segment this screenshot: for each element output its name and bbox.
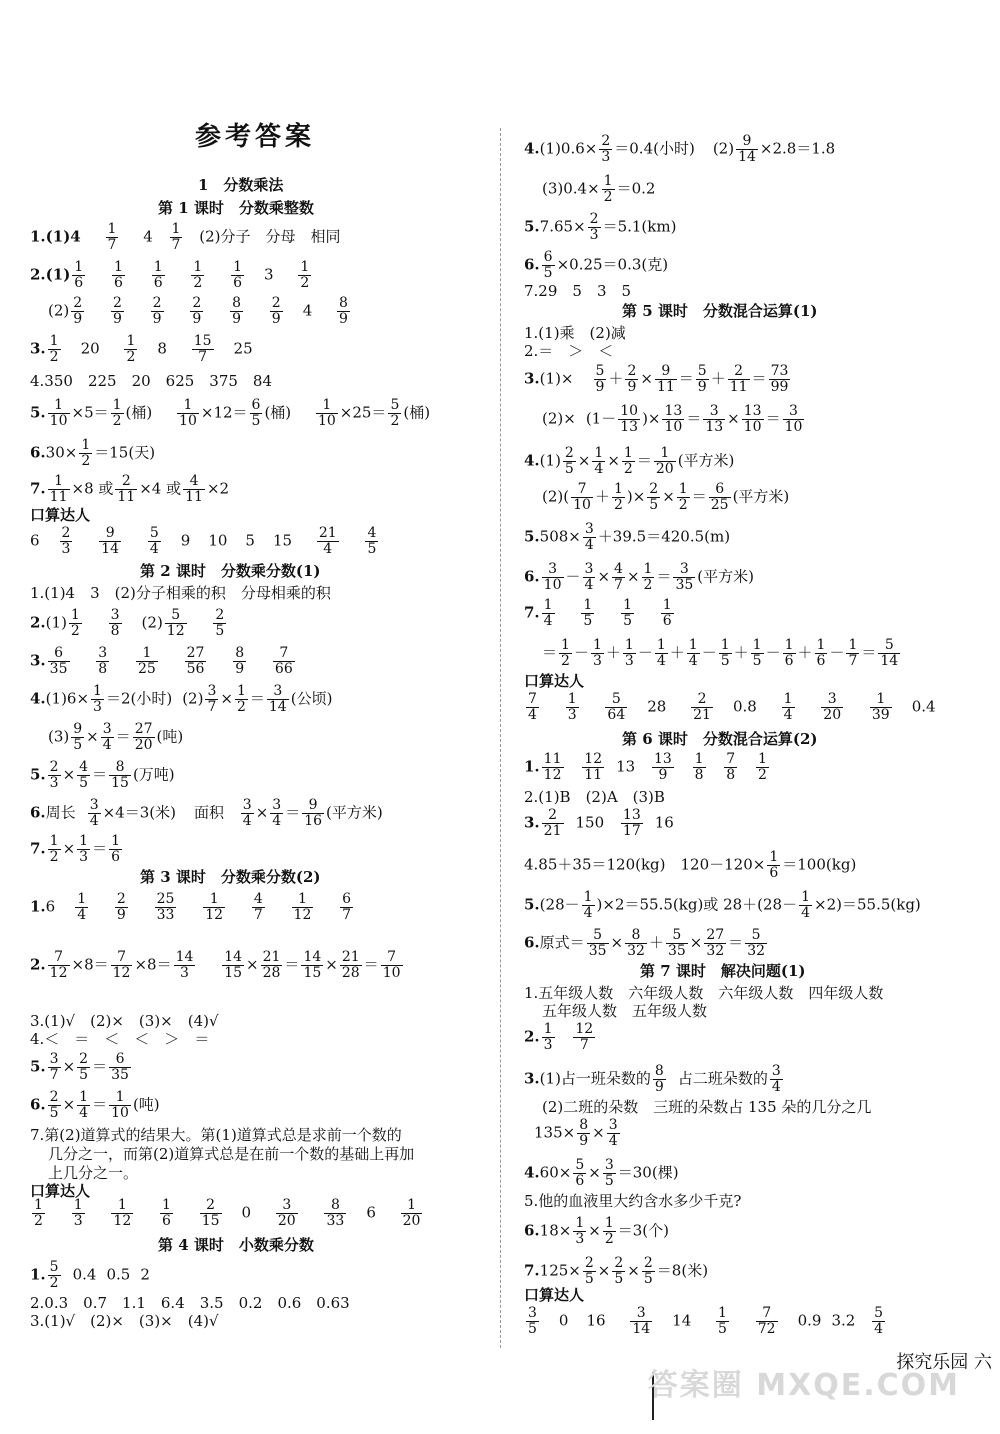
answer-l6-q1: 1. $\frac{11}{12}$ $\frac{12}{11}$ 13 $\frac{13}{9}$ $\frac{1}{8}$ $\frac{7}{8}$ $\frac{1}{2}$ bbox=[524, 751, 767, 783]
answer-l2-q2: 2.(1) $\frac{1}{2}$ $\frac{3}{8}$ (2) $\frac{5}{12}$ $\frac{2}{5}$ bbox=[30, 607, 225, 639]
lesson-1-heading: 第 1 课时 分数乘整数 bbox=[158, 199, 314, 217]
answer-l7-q2: 2. $\frac{1}{3}$ $\frac{12}{7}$ bbox=[524, 1021, 594, 1053]
answer-l4-q4b: (3)0.4× $\frac{1}{2}$ ＝0.2 bbox=[542, 173, 656, 205]
answer-l4-q5: 5.7.65× $\frac{2}{3}$ ＝5.1(km) bbox=[524, 211, 677, 243]
kousuan-heading-5: 口算达人 bbox=[524, 672, 585, 690]
answer-l3-q4: 4.＜ ＝ ＜ ＜ ＞ ＝ bbox=[30, 1030, 210, 1048]
answer-l7-q7: 7.125× $\frac{2}{5}$ × $\frac{2}{5}$ × $\frac{2}{5}$ ＝8(米) bbox=[524, 1255, 709, 1287]
answer-l5-q5: 5.508× $\frac{3}{4}$ ＋39.5＝420.5(m) bbox=[524, 521, 731, 553]
answer-l4-q7: 7.29 5 3 5 bbox=[524, 282, 632, 300]
answer-l4-q2: 2.0.3 0.7 1.1 6.4 3.5 0.2 0.6 0.63 bbox=[30, 1294, 350, 1312]
answer-l5-q1: 1.(1)乘 (2)减 bbox=[524, 324, 626, 342]
answer-l1-q2: 2.(1) $\frac{1}{6}$ $\frac{1}{6}$ $\frac{1}{6}$ $\frac{1}{2}$ $\frac{1}{6}$ 3 $\frac{1}{2}$ bbox=[30, 259, 310, 291]
page-title: 参考答案 bbox=[195, 122, 316, 152]
answer-l3-q7-line1: 7.第(2)道算式的结果大。第(1)道算式总是求前一个数的 bbox=[30, 1126, 402, 1144]
answer-l7-q3c: 135× $\frac{8}{9}$ × $\frac{3}{4}$ bbox=[534, 1117, 618, 1149]
answer-l7-q3b: (2)二班的朵数 三班的朵数占 135 朵的几分之几 bbox=[542, 1098, 872, 1116]
answer-l3-q3: 3.(1)√ (2)× (3)× (4)√ bbox=[30, 1012, 219, 1030]
answer-l5-q2: 2.＝ ＞ ＜ bbox=[524, 342, 614, 360]
answer-l6-q5: 5.(28－ $\frac{1}{4}$ )×2＝55.5(kg)或 28＋(28－ $\frac{1}{4}$ ×2)＝55.5(kg) bbox=[524, 889, 921, 921]
answer-l6-q6: 6.原式＝ $\frac{5}{35}$ × $\frac{8}{32}$ ＋ $\frac{5}{35}$ × $\frac{27}{32}$ ＝ $\frac{5}{32}$ bbox=[524, 927, 766, 959]
answer-l2-q5: 5. $\frac{2}{3}$ × $\frac{4}{5}$ ＝ $\frac{8}{15}$ (万吨) bbox=[30, 759, 175, 791]
answer-l1-q2b: (2) $\frac{2}{9}$ $\frac{2}{9}$ $\frac{2}{9}$ $\frac{2}{9}$ $\frac{8}{9}$ $\frac{2}{9}$ 4 $\frac{8}{9}$ bbox=[48, 295, 348, 327]
answer-l4-q3: 3.(1)√ (2)× (3)× (4)√ bbox=[30, 1312, 219, 1330]
kousuan-3-answers: $\frac{1}{2}$ $\frac{1}{3}$ $\frac{1}{12}$ $\frac{1}{6}$ $\frac{2}{15}$ 0 $\frac{3}{20}$ $\frac{8}{33}$ 6 $\frac{1}{20}$ bbox=[34, 1197, 421, 1229]
answer-l3-q5: 5. $\frac{3}{7}$ × $\frac{2}{5}$ ＝ $\frac{6}{35}$ bbox=[30, 1051, 129, 1083]
kousuan-heading-7: 口算达人 bbox=[524, 1286, 585, 1304]
answer-l3-q7-line3: 上几分之一。 bbox=[48, 1164, 139, 1182]
answer-l4-q1: 1. $\frac{5}{2}$ 0.4 0.5 2 bbox=[30, 1259, 150, 1291]
answer-l7-q5: 5.他的血液里大约含水多少千克? bbox=[524, 1192, 742, 1210]
answer-l1-q3: 3. $\frac{1}{2}$ 20 $\frac{1}{2}$ 8 $\frac{15}{7}$ 25 bbox=[30, 333, 253, 365]
answer-l7-q1-line1: 1.五年级人数 六年级人数 六年级人数 四年级人数 bbox=[524, 984, 884, 1002]
answer-l3-q1: 1.6 $\frac{1}{4}$ $\frac{2}{9}$ $\frac{25}{33}$ $\frac{1}{12}$ $\frac{4}{7}$ $\frac{1}{12}$ $\frac{6}{7}$ bbox=[30, 891, 352, 923]
answer-l5-q7b: ＝ $\frac{1}{2}$ － $\frac{1}{3}$ ＋ $\frac{1}{3}$ － $\frac{1}{4}$ ＋ $\frac{1}{4}$ － $\frac{1}{5}$ ＋ $\frac{1}{5}$ － $\frac{1}{6}$ ＋ $\frac{1}{6}$ － $\frac{1}{7}$ ＝ $\frac{5}{14}$ bbox=[542, 637, 899, 669]
answer-l1-q6: 6.30× $\frac{1}{2}$ ＝15(天) bbox=[30, 437, 156, 469]
lesson-7-heading: 第 7 课时 解决问题(1) bbox=[640, 962, 806, 980]
answer-l1-q4: 4.350 225 20 625 375 84 bbox=[30, 372, 273, 390]
answer-l3-q2: 2. $\frac{7}{12}$ ×8＝ $\frac{7}{12}$ ×8＝ $\frac{14}{3}$ $\frac{14}{15}$ × $\frac{21}{28}$ ＝ $\frac{14}{15}$ × $\frac{21}{28}$ ＝ $\frac{7}{10}$ bbox=[30, 949, 401, 981]
answer-l6-q2: 2.(1)B (2)A (3)B bbox=[524, 788, 665, 806]
answer-l5-q7: 7. $\frac{1}{4}$ $\frac{1}{5}$ $\frac{1}{5}$ $\frac{1}{6}$ bbox=[524, 597, 672, 629]
answer-l2-q1: 1.(1)4 3 (2)分子相乘的积 分母相乘的积 bbox=[30, 584, 331, 602]
page-footer: 探究乐园 六 bbox=[896, 1352, 992, 1373]
answer-l2-q3: 3. $\frac{6}{35}$ $\frac{3}{8}$ $\frac{1}{25}$ $\frac{27}{56}$ $\frac{8}{9}$ $\frac{7}{66}$ bbox=[30, 645, 293, 677]
answer-l1-q5: 5. $\frac{1}{10}$ ×5＝ $\frac{1}{2}$ (桶) $\frac{1}{10}$ ×12＝ $\frac{6}{5}$ (桶) $\frac{1}{10}$ ×25＝ $\frac{5}{2}$ (桶) bbox=[30, 397, 431, 429]
answer-l1-q7: 7. $\frac{1}{11}$ ×8 或 $\frac{2}{11}$ ×4 或 $\frac{4}{11}$ ×2 bbox=[30, 473, 230, 505]
answer-l2-q6: 6.周长 $\frac{3}{4}$ ×4＝3(米) 面积 $\frac{3}{4}$ × $\frac{3}{4}$ ＝ $\frac{9}{16}$ (平方米) bbox=[30, 797, 383, 829]
answer-l2-q4b: (3) $\frac{9}{5}$ × $\frac{3}{4}$ ＝ $\frac{27}{20}$ (吨) bbox=[48, 721, 184, 753]
kousuan-heading-1: 口算达人 bbox=[30, 506, 91, 524]
answer-l7-q1-line2: 五年级人数 五年级人数 bbox=[542, 1002, 708, 1020]
answer-l5-q6: 6. $\frac{3}{10}$ － $\frac{3}{4}$ × $\frac{4}{7}$ × $\frac{1}{2}$ ＝ $\frac{3}{35}$ (平方米) bbox=[524, 561, 754, 593]
answer-l3-q7-line2: 几分之一，而第(2)道算式总是在前一个数的基础上再加 bbox=[48, 1145, 415, 1163]
answer-l5-q3: 3.(1)× $\frac{5}{9}$ ＋ $\frac{2}{9}$ × $\frac{9}{11}$ ＝ $\frac{5}{9}$ ＋ $\frac{2}{11}$ ＝ $\frac{73}{99}$ bbox=[524, 363, 789, 395]
lesson-3-heading: 第 3 课时 分数乘分数(2) bbox=[140, 868, 321, 886]
kousuan-1-answers: 6 $\frac{2}{3}$ $\frac{9}{14}$ $\frac{5}{4}$ 9 10 5 15 $\frac{21}{4}$ $\frac{4}{5}$ bbox=[30, 525, 377, 557]
answer-l2-q7: 7. $\frac{1}{2}$ × $\frac{1}{3}$ ＝ $\frac{1}{6}$ bbox=[30, 833, 121, 865]
answer-l6-q4: 4.85＋35＝120(kg) 120－120× $\frac{1}{6}$ ＝100(kg) bbox=[524, 849, 857, 881]
answer-l7-q6: 6.18× $\frac{1}{3}$ × $\frac{1}{2}$ ＝3(个) bbox=[524, 1215, 669, 1247]
kousuan-5-answers: $\frac{7}{4}$ $\frac{1}{3}$ $\frac{5}{64}$ 28 $\frac{2}{21}$ 0.8 $\frac{1}{4}$ $\frac{3}{20}$ $\frac{1}{39}$ 0.4 bbox=[528, 691, 936, 723]
answer-l3-q6: 6. $\frac{2}{5}$ × $\frac{1}{4}$ ＝ $\frac{1}{10}$ (吨) bbox=[30, 1089, 160, 1121]
answer-l2-q4: 4.(1)6× $\frac{1}{3}$ ＝2(小时) (2) $\frac{3}{7}$ × $\frac{1}{2}$ ＝ $\frac{3}{14}$ (公顷) bbox=[30, 683, 333, 715]
lesson-2-heading: 第 2 课时 分数乘分数(1) bbox=[140, 562, 321, 580]
kousuan-heading-3: 口算达人 bbox=[30, 1182, 91, 1200]
answer-l7-q4: 4.60× $\frac{5}{6}$ × $\frac{3}{5}$ ＝30(棵) bbox=[524, 1157, 679, 1189]
lesson-4-heading: 第 4 课时 小数乘分数 bbox=[158, 1236, 314, 1254]
answer-l7-q3: 3.(1)占一班朵数的 $\frac{8}{9}$ 占二班朵数的 $\frac{3}{4}$ bbox=[524, 1063, 781, 1095]
unit-heading: 1 分数乘法 bbox=[198, 176, 284, 194]
answer-l1-q1: 1.(1)4 $\frac{1}{7}$ 4 $\frac{1}{7}$ (2)分子 分母 相同 bbox=[30, 221, 341, 253]
watermark: 答案圈 MXQE.COM bbox=[647, 1368, 960, 1403]
answer-l4-q6: 6. $\frac{6}{5}$ ×0.25＝0.3(克) bbox=[524, 249, 669, 281]
column-divider bbox=[500, 128, 501, 1348]
answer-l6-q3: 3. $\frac{2}{21}$ 150 $\frac{13}{17}$ 16 bbox=[524, 807, 674, 839]
answer-l4-q4: 4.(1)0.6× $\frac{2}{3}$ ＝0.4(小时) (2) $\frac{9}{14}$ ×2.8＝1.8 bbox=[524, 133, 836, 165]
lesson-5-heading: 第 5 课时 分数混合运算(1) bbox=[622, 302, 818, 320]
answer-l5-q4: 4.(1) $\frac{2}{5}$ × $\frac{1}{4}$ × $\frac{1}{2}$ ＝ $\frac{1}{20}$ (平方米) bbox=[524, 445, 735, 477]
answer-l5-q4b: (2)( $\frac{7}{10}$ ＋ $\frac{1}{2}$ )× $\frac{2}{5}$ × $\frac{1}{2}$ ＝ $\frac{6}{25}$ (平方米) bbox=[542, 481, 790, 513]
answer-l5-q3b: (2)× (1－ $\frac{10}{13}$ )× $\frac{13}{10}$ ＝ $\frac{3}{13}$ × $\frac{13}{10}$ ＝ $\frac{3}{10}$ bbox=[542, 403, 803, 435]
lesson-6-heading: 第 6 课时 分数混合运算(2) bbox=[622, 730, 818, 748]
kousuan-7-answers: $\frac{3}{5}$ 0 16 $\frac{3}{14}$ 14 $\frac{1}{5}$ $\frac{7}{72}$ 0.9 3.2 $\frac{5}{4}$ bbox=[528, 1305, 883, 1337]
